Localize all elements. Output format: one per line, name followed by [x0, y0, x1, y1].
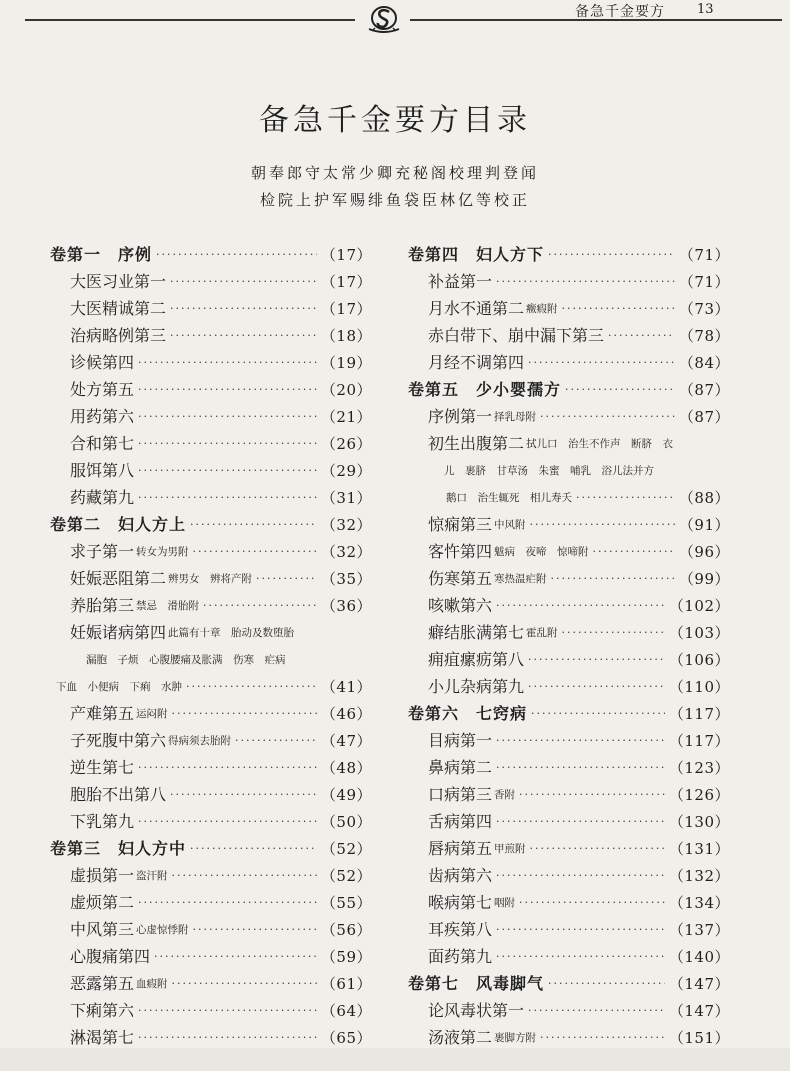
leader-dots: [154, 947, 317, 967]
toc-entry-note: 鹅口 治生辄死 相儿寿夭: [446, 492, 572, 504]
toc-entry: [50, 886, 372, 913]
toc-entry-title: 淋渴第七: [70, 1028, 135, 1047]
leader-dots: [540, 1028, 665, 1048]
page-number: 13: [697, 2, 714, 17]
running-title: 备急千金要方: [575, 4, 665, 20]
toc-entry-note: 中风附: [494, 519, 526, 531]
toc-entry: [50, 373, 372, 400]
toc-entry: [50, 616, 372, 643]
toc-entry: [50, 697, 372, 724]
toc-entry: [50, 562, 372, 589]
toc-entry-title: 论风毒状第一: [428, 1001, 525, 1020]
leader-dots: [528, 650, 665, 670]
leader-dots: [496, 866, 665, 886]
toc-page-ref: （64）: [320, 1002, 372, 1020]
toc-page-ref: （151）: [668, 1029, 730, 1047]
toc-column-right: [408, 238, 730, 1048]
toc-entry-title: 唇病第五: [428, 839, 493, 858]
toc-entry-title: 伤寒第五: [428, 569, 493, 588]
toc-entry-title: 面药第九: [428, 947, 493, 966]
toc-volume: [408, 238, 730, 265]
toc-entry-note: 香附: [494, 789, 516, 801]
header-rule-left: [25, 19, 355, 21]
toc-page-ref: （61）: [320, 975, 372, 993]
leader-dots: [186, 677, 317, 697]
toc-entry-continued: [408, 481, 730, 508]
toc-entry-note: 霍乱附: [526, 627, 558, 639]
toc-page-ref: （131）: [668, 840, 730, 858]
toc-volume: [408, 967, 730, 994]
toc-entry: [408, 994, 730, 1021]
toc-entry-title: 口病第三: [428, 785, 493, 804]
toc-entry: [50, 940, 372, 967]
toc-page-ref: （147）: [668, 1002, 730, 1020]
toc-page-ref: （50）: [320, 813, 372, 831]
toc-entry: [408, 589, 730, 616]
leader-dots: [138, 407, 317, 427]
toc-entry-title: 大医精诚第二: [70, 299, 167, 318]
toc-page-ref: （65）: [320, 1029, 372, 1047]
toc-page-ref: （87）: [678, 381, 730, 399]
toc-entry: [50, 724, 372, 751]
leader-dots: [256, 569, 317, 589]
leader-dots: [138, 461, 317, 481]
toc-entry-title: 逆生第七: [70, 758, 135, 777]
toc-page-ref: （32）: [320, 543, 372, 561]
toc-page-ref: （130）: [668, 813, 730, 831]
toc-entry-title: 目病第一: [428, 731, 493, 750]
leader-dots: [496, 812, 665, 832]
toc-entry-title: 赤白带下、崩中漏下第三: [428, 326, 605, 345]
toc-page-ref: （88）: [678, 489, 730, 507]
toc-page-ref: （41）: [320, 678, 372, 696]
toc-volume-title: 卷第六 七窍病: [408, 704, 528, 723]
toc-entry: [408, 751, 730, 778]
toc-entry-note: 拭儿口 治生不作声 断脐 衣: [526, 438, 674, 450]
toc-page-ref: （134）: [668, 894, 730, 912]
leader-dots: [138, 488, 317, 508]
leader-dots: [562, 299, 675, 319]
toc-page-ref: （32）: [320, 516, 372, 534]
toc-entry-note: 心虚惊悸附: [136, 924, 189, 936]
leader-dots: [138, 1001, 317, 1021]
toc-page-ref: （147）: [668, 975, 730, 993]
toc-entry-note: 甲煎附: [494, 843, 526, 855]
leader-dots: [496, 596, 665, 616]
toc-volume-title: 卷第七 风毒脚气: [408, 974, 545, 993]
toc-entry: [408, 886, 730, 913]
toc-entry-title: 客忤第四: [428, 542, 493, 561]
toc-volume: [408, 697, 730, 724]
leader-dots: [528, 1001, 665, 1021]
toc-entry-title: 月水不通第二: [428, 299, 525, 318]
toc-volume: [408, 373, 730, 400]
leader-dots: [608, 326, 675, 346]
toc-entry: [408, 859, 730, 886]
toc-entry: [408, 778, 730, 805]
toc-page-ref: （126）: [668, 786, 730, 804]
leader-dots: [138, 758, 317, 778]
leader-dots: [138, 893, 317, 913]
toc-entry: [50, 751, 372, 778]
toc-page-ref: （17）: [320, 300, 372, 318]
toc-page-ref: （49）: [320, 786, 372, 804]
toc-entry: [408, 562, 730, 589]
toc-entry-title: 产难第五: [70, 704, 135, 723]
toc-entry-note: 裹脚方附: [494, 1032, 537, 1044]
toc-entry-title: 合和第七: [70, 434, 135, 453]
toc-entry-title: 服饵第八: [70, 461, 135, 480]
toc-entry-title: 喉病第七: [428, 893, 493, 912]
toc-page-ref: （21）: [320, 408, 372, 426]
toc-entry-title: 用药第六: [70, 407, 135, 426]
toc-entry: [50, 319, 372, 346]
toc-page-ref: （73）: [678, 300, 730, 318]
toc-entry: [408, 535, 730, 562]
toc-page-ref: （56）: [320, 921, 372, 939]
toc-entry-title: 癖结胀满第七: [428, 623, 525, 642]
leader-dots: [138, 434, 317, 454]
toc-page-ref: （36）: [320, 597, 372, 615]
toc-page-ref: （106）: [668, 651, 730, 669]
toc-entry-title: 月经不调第四: [428, 353, 525, 372]
leader-dots: [172, 866, 317, 886]
leader-dots: [170, 785, 317, 805]
toc-entry: [50, 1021, 372, 1048]
toc-entry-note: 辨男女 辨将产附: [168, 573, 253, 585]
toc-entry: [50, 913, 372, 940]
leader-dots: [531, 704, 665, 724]
toc-entry-continued: [50, 670, 372, 697]
toc-page-ref: （20）: [320, 381, 372, 399]
toc-entry-title: 胞胎不出第八: [70, 785, 167, 804]
toc-entry: [408, 400, 730, 427]
toc-entry-title: 大医习业第一: [70, 272, 167, 291]
toc-page-ref: （48）: [320, 759, 372, 777]
toc-entry-title: 处方第五: [70, 380, 135, 399]
toc-entry: [408, 940, 730, 967]
toc-entry: [408, 616, 730, 643]
toc-entry-title: 咳嗽第六: [428, 596, 493, 615]
leader-dots: [235, 731, 317, 751]
leader-dots: [548, 245, 675, 265]
toc-page-ref: （46）: [320, 705, 372, 723]
leader-dots: [565, 380, 675, 400]
toc-entry-title: 诊候第四: [70, 353, 135, 372]
leader-dots: [190, 839, 317, 859]
leader-dots: [190, 515, 317, 535]
toc-entry: [50, 481, 372, 508]
leader-dots: [562, 623, 665, 643]
leader-dots: [528, 353, 675, 373]
toc-page-ref: （71）: [678, 273, 730, 291]
toc-entry-title: 虚烦第二: [70, 893, 135, 912]
toc-entry-title: 惊痫第三: [428, 515, 493, 534]
toc-entry-note: 寒热温疟附: [494, 573, 547, 585]
toc-entry: [50, 400, 372, 427]
toc-page-ref: （71）: [678, 246, 730, 264]
toc-entry: [50, 346, 372, 373]
leader-dots: [551, 569, 675, 589]
toc-entry: [50, 427, 372, 454]
leader-dots: [496, 758, 665, 778]
toc-entry-title: 初生出腹第二: [428, 434, 525, 453]
toc-entry-title: 下乳第九: [70, 812, 135, 831]
leader-dots: [540, 407, 675, 427]
toc-entry: [50, 292, 372, 319]
author-line-2: 检院上护军赐绯鱼袋臣林亿等校正: [259, 191, 530, 209]
publisher-logo-icon: [366, 4, 402, 34]
toc-volume-title: 卷第四 妇人方下: [408, 245, 545, 264]
leader-dots: [193, 542, 317, 562]
toc-volume-title: 卷第二 妇人方上: [50, 515, 187, 534]
toc-entry-note: 咽附: [494, 897, 516, 909]
toc-entry-note-continued: 漏胞 子烦 心腹腰痛及胀满 伤寒 疟病: [86, 654, 286, 666]
toc-entry-title: 养胎第三: [70, 596, 135, 615]
toc-entry-note-continued: 儿 裹脐 甘草汤 朱蜜 哺乳 浴儿法并方: [444, 465, 654, 477]
toc-entry-title: 妊娠恶阻第二: [70, 569, 167, 588]
toc-entry: [408, 319, 730, 346]
toc-entry-title: 子死腹中第六: [70, 731, 167, 750]
toc-entry-title: 鼻病第二: [428, 758, 493, 777]
leader-dots: [138, 812, 317, 832]
toc-page-ref: （132）: [668, 867, 730, 885]
toc-entry: [408, 292, 730, 319]
toc-entry-title: 序例第一: [428, 407, 493, 426]
toc-entry: [50, 778, 372, 805]
toc-page-ref: （140）: [668, 948, 730, 966]
leader-dots: [193, 920, 317, 940]
toc-entry-title: 痈疽瘰疬第八: [428, 650, 525, 669]
toc-entry-title: 恶露第五: [70, 974, 135, 993]
leader-dots: [172, 974, 317, 994]
toc-volume-title: 卷第五 少小婴孺方: [408, 380, 562, 399]
toc-page-ref: （123）: [668, 759, 730, 777]
leader-dots: [548, 974, 665, 994]
toc-page-ref: （29）: [320, 462, 372, 480]
leader-dots: [496, 947, 665, 967]
toc-page-ref: （35）: [320, 570, 372, 588]
toc-page-ref: （117）: [668, 732, 730, 750]
toc-entry-note: 血瘕附: [136, 978, 168, 990]
toc-entry-note: 下血 小便病 下痢 水肿: [56, 681, 182, 693]
toc-page-ref: （18）: [320, 327, 372, 345]
leader-dots: [170, 326, 317, 346]
toc-entry-note: 此篇有十章 胎动及数堕胎: [168, 627, 295, 639]
toc-entry: [408, 805, 730, 832]
toc-entry: [408, 265, 730, 292]
toc-entry: [50, 589, 372, 616]
leader-dots: [576, 488, 675, 508]
toc-page-ref: （87）: [678, 408, 730, 426]
toc-entry-title: 小儿杂病第九: [428, 677, 525, 696]
toc-entry: [408, 913, 730, 940]
leader-dots: [138, 1028, 317, 1048]
toc-page-ref: （47）: [320, 732, 372, 750]
toc-entry-note: 禁忌 滑胎附: [136, 600, 200, 612]
toc-page-ref: （55）: [320, 894, 372, 912]
leader-dots: [528, 677, 665, 697]
toc-page-ref: （91）: [678, 516, 730, 534]
toc-entry-title: 虚损第一: [70, 866, 135, 885]
toc-page-ref: （117）: [668, 705, 730, 723]
toc-volume-title: 卷第一 序例: [50, 245, 153, 264]
toc-page-ref: （19）: [320, 354, 372, 372]
toc-entry: [50, 805, 372, 832]
toc-entry-note: 运闷附: [136, 708, 168, 720]
toc-entry: [50, 859, 372, 886]
author-line-1: 朝奉郎守太常少卿充秘阁校理判登闻: [250, 164, 539, 182]
toc-page-ref: （17）: [320, 273, 372, 291]
leader-dots: [170, 299, 317, 319]
toc-entry-title: 齿病第六: [428, 866, 493, 885]
leader-dots: [519, 785, 665, 805]
toc-page-ref: （137）: [668, 921, 730, 939]
toc-page-ref: （96）: [678, 543, 730, 561]
toc-page-ref: （84）: [678, 354, 730, 372]
leader-dots: [496, 731, 665, 751]
toc-volume: [50, 508, 372, 535]
leader-dots: [138, 380, 317, 400]
toc-entry-note: 盗汗附: [136, 870, 168, 882]
leader-dots: [496, 272, 675, 292]
toc-entry-note: 得病须去胎附: [168, 735, 232, 747]
leader-dots: [530, 515, 675, 535]
toc-entry-note: 癥瘕附: [526, 303, 558, 315]
leader-dots: [530, 839, 665, 859]
toc-entry: [50, 535, 372, 562]
toc-entry: [408, 643, 730, 670]
toc-entry-title: 妊娠诸病第四: [70, 623, 167, 642]
toc-entry: [408, 346, 730, 373]
toc-entry: [408, 832, 730, 859]
toc-entry-title: 药藏第九: [70, 488, 135, 507]
page-bottom-edge: [0, 1048, 790, 1071]
toc-entry: [50, 265, 372, 292]
toc-page-ref: （59）: [320, 948, 372, 966]
toc-entry-title: 中风第三: [70, 920, 135, 939]
toc-page-ref: （110）: [668, 678, 730, 696]
toc-entry: [408, 427, 730, 454]
toc-page-ref: （103）: [668, 624, 730, 642]
toc-page-ref: （17）: [320, 246, 372, 264]
toc-entry: [408, 724, 730, 751]
leader-dots: [172, 704, 317, 724]
toc-entry: [50, 454, 372, 481]
toc-entry: [408, 1021, 730, 1048]
toc-entry: [408, 670, 730, 697]
toc-entry-title: 求子第一: [70, 542, 135, 561]
toc-volume: [50, 832, 372, 859]
toc-volume-title: 卷第三 妇人方中: [50, 839, 187, 858]
toc-entry-title: 耳疾第八: [428, 920, 493, 939]
toc-entry-title: 心腹痛第四: [70, 947, 151, 966]
toc-page-ref: （31）: [320, 489, 372, 507]
toc-entry: [408, 508, 730, 535]
toc-column-left: [50, 238, 372, 1048]
leader-dots: [496, 920, 665, 940]
toc-page-ref: （52）: [320, 840, 372, 858]
toc-entry-title: 下痢第六: [70, 1001, 135, 1020]
page-title: 备急千金要方目录: [259, 104, 531, 137]
toc-entry-note: 转女为男附: [136, 546, 189, 558]
leader-dots: [203, 596, 317, 616]
toc-entry: [50, 967, 372, 994]
toc-volume: [50, 238, 372, 265]
leader-dots: [519, 893, 665, 913]
toc-entry-title: 补益第一: [428, 272, 493, 291]
toc-entry-note: 魃病 夜啼 惊啼附: [494, 546, 589, 558]
leader-dots: [156, 245, 317, 265]
leader-dots: [170, 272, 317, 292]
toc-page-ref: （102）: [668, 597, 730, 615]
toc-entry-title: 汤液第二: [428, 1028, 493, 1047]
leader-dots: [138, 353, 317, 373]
toc-entry-title: 舌病第四: [428, 812, 493, 831]
toc-page-ref: （99）: [678, 570, 730, 588]
toc-page-ref: （52）: [320, 867, 372, 885]
toc-page-ref: （78）: [678, 327, 730, 345]
toc-entry: [50, 994, 372, 1021]
leader-dots: [593, 542, 675, 562]
toc-page-ref: （26）: [320, 435, 372, 453]
toc-entry-title: 治病略例第三: [70, 326, 167, 345]
toc-entry-note: 择乳母附: [494, 411, 537, 423]
